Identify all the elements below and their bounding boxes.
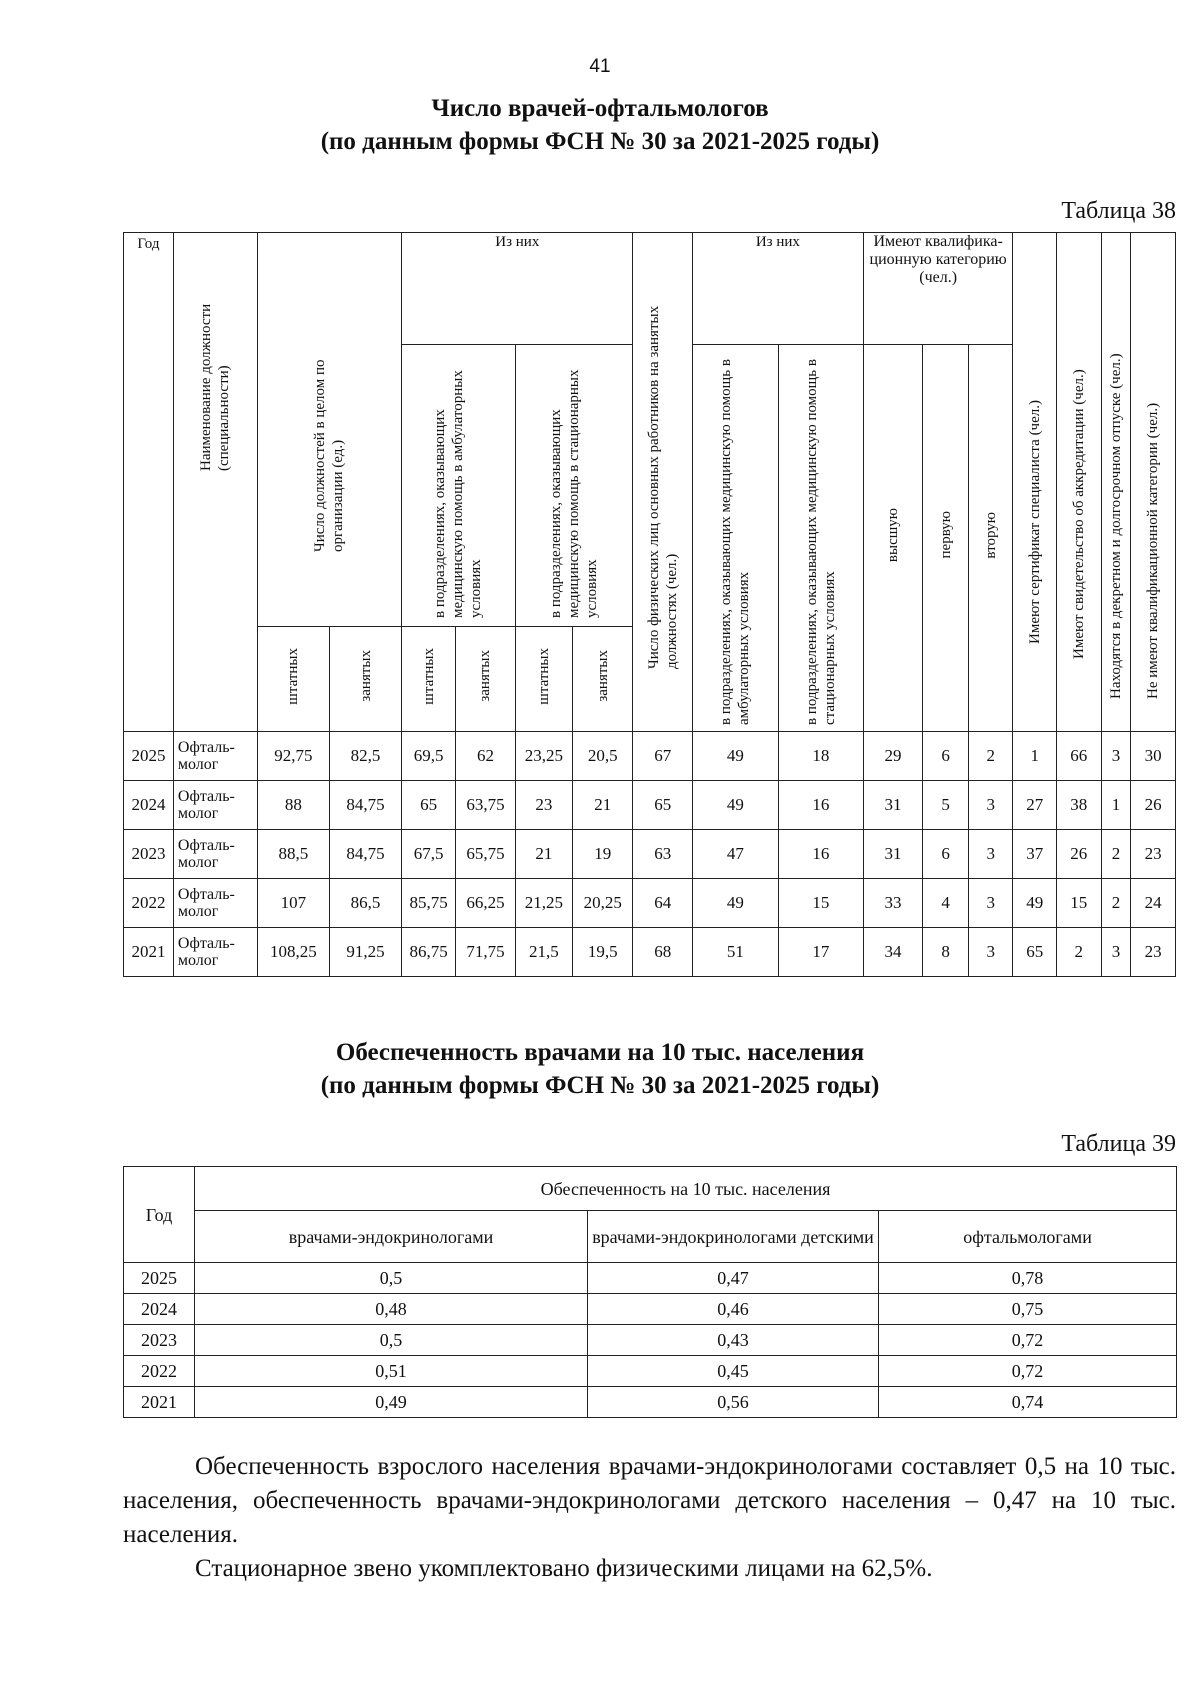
t39-header-child-endocrinologists: врачами-эндокринологами детскими xyxy=(588,1211,879,1263)
table-cell: 31 xyxy=(863,781,922,830)
table-cell: 68 xyxy=(633,928,692,977)
table-cell: 29 xyxy=(863,732,922,781)
table-cell: 65,75 xyxy=(456,830,515,879)
body-text xyxy=(123,1450,1176,1586)
header-occupied: занятых xyxy=(456,627,515,732)
table-cell: 69,5 xyxy=(402,732,456,781)
table-cell: 3 xyxy=(968,781,1013,830)
header-position-text: Наименование должности (специальности) xyxy=(198,303,233,471)
header-q-highest: высшую xyxy=(863,345,922,732)
table-cell: 30 xyxy=(1131,732,1176,781)
table39-caption: Таблица 39 xyxy=(1061,1131,1176,1157)
table-cell: 49 xyxy=(692,879,778,928)
table-cell: 85,75 xyxy=(402,879,456,928)
table-cell: 16 xyxy=(778,830,863,879)
table-cell: 47 xyxy=(692,830,778,879)
table-cell: 49 xyxy=(692,732,778,781)
table-cell: 0,47 xyxy=(588,1263,879,1294)
row-position-name: Офталь-молог xyxy=(173,732,257,781)
row-year: 2023 xyxy=(124,1325,195,1356)
table-cell: 3 xyxy=(1101,732,1131,781)
table-cell: 31 xyxy=(863,830,922,879)
table-cell: 27 xyxy=(1013,781,1057,830)
table-cell: 23 xyxy=(1131,830,1176,879)
header-occupied: занятых xyxy=(329,627,401,732)
table-cell: 92,75 xyxy=(257,732,329,781)
table-cell: 66,25 xyxy=(456,879,515,928)
table-cell: 0,74 xyxy=(879,1387,1177,1418)
t39-header-endocrinologists: врачами-эндокринологами xyxy=(195,1211,588,1263)
header-staff: штатных xyxy=(515,627,572,732)
table-cell: 33 xyxy=(863,879,922,928)
table-cell: 107 xyxy=(257,879,329,928)
table-cell: 0,5 xyxy=(195,1263,588,1294)
table-cell: 20,25 xyxy=(572,879,633,928)
header-position xyxy=(173,233,257,732)
table-cell: 0,48 xyxy=(195,1294,588,1325)
table38-title-line2: (по данным формы ФСН № 30 за 2021-2025 годы) xyxy=(320,128,880,155)
table-cell: 6 xyxy=(923,830,969,879)
header-of-them-2: Из них xyxy=(692,233,863,345)
table-cell: 3 xyxy=(968,879,1013,928)
table-cell: 49 xyxy=(692,781,778,830)
table-cell: 21,5 xyxy=(515,928,572,977)
header-certificate: Имеют сертификат специалиста (чел.) xyxy=(1013,233,1057,732)
row-year: 2022 xyxy=(124,1356,195,1387)
table-row xyxy=(124,1356,1177,1387)
page-number: 41 xyxy=(589,56,611,77)
header-positions-total: Число должностей в целом по организации (ед.) xyxy=(257,233,401,627)
table-cell: 63 xyxy=(633,830,692,879)
table-cell: 6 xyxy=(923,732,969,781)
table-cell: 24 xyxy=(1131,879,1176,928)
table-row xyxy=(124,928,1176,977)
table-cell: 23 xyxy=(515,781,572,830)
ophthalmologists-staff-table xyxy=(123,232,1176,977)
row-position-name: Офталь-молог xyxy=(173,928,257,977)
header-year: Год xyxy=(124,233,174,732)
table-row xyxy=(124,781,1176,830)
table-cell: 0,51 xyxy=(195,1356,588,1387)
table-cell: 67,5 xyxy=(402,830,456,879)
table38-title xyxy=(0,92,1200,158)
table-cell: 0,49 xyxy=(195,1387,588,1418)
header-q-first: первую xyxy=(923,345,969,732)
table-cell: 26 xyxy=(1057,830,1102,879)
table-cell: 21 xyxy=(572,781,633,830)
row-year: 2022 xyxy=(124,879,174,928)
table-cell: 67 xyxy=(633,732,692,781)
row-year: 2024 xyxy=(124,781,174,830)
table-cell: 86,5 xyxy=(329,879,401,928)
table-cell: 0,72 xyxy=(879,1325,1177,1356)
table-cell: 65 xyxy=(402,781,456,830)
table-cell: 51 xyxy=(692,928,778,977)
table-cell: 65 xyxy=(1013,928,1057,977)
table-cell: 49 xyxy=(1013,879,1057,928)
table-row xyxy=(124,1387,1177,1418)
row-year: 2024 xyxy=(124,1294,195,1325)
table-cell: 0,5 xyxy=(195,1325,588,1356)
header-no-category: Не имеют квалификационной категории (чел.) xyxy=(1131,233,1176,732)
header-maternity: Находятся в декретном и долгосрочном отпуске (чел.) xyxy=(1101,233,1131,732)
header-occupied: занятых xyxy=(572,627,633,732)
table-cell: 65 xyxy=(633,781,692,830)
header-q-second: вторую xyxy=(968,345,1013,732)
table-cell: 4 xyxy=(923,879,969,928)
header-staff: штатных xyxy=(402,627,456,732)
table39-title xyxy=(0,1036,1200,1102)
table-cell: 84,75 xyxy=(329,830,401,879)
table-cell: 3 xyxy=(968,928,1013,977)
table-cell: 108,25 xyxy=(257,928,329,977)
table-cell: 8 xyxy=(923,928,969,977)
table-cell: 37 xyxy=(1013,830,1057,879)
paragraph: Стационарное звено укомплектовано физическими лицами на 62,5%. xyxy=(195,1555,933,1582)
table38-title-line1: Число врачей-офтальмологов xyxy=(431,95,769,122)
table-cell: 88,5 xyxy=(257,830,329,879)
t39-header-ophthalmologists: офтальмологами xyxy=(879,1211,1177,1263)
table-cell: 62 xyxy=(456,732,515,781)
header-of-them-1: Из них xyxy=(402,233,633,345)
header-pp-ambulatory: в подразделениях, оказывающих медицинскую помощь в амбулаторных условиях xyxy=(692,345,778,732)
doctor-provision-table xyxy=(123,1166,1177,1418)
row-year: 2025 xyxy=(124,732,174,781)
table-cell: 16 xyxy=(778,781,863,830)
header-ambulatory: в подразделениях, оказывающих медицинскую помощь в амбулаторных условиях xyxy=(402,345,516,627)
table-row xyxy=(124,1263,1177,1294)
row-year: 2021 xyxy=(124,1387,195,1418)
table-cell: 66 xyxy=(1057,732,1102,781)
table-cell: 84,75 xyxy=(329,781,401,830)
header-staff: штатных xyxy=(257,627,329,732)
table-cell: 2 xyxy=(1101,830,1131,879)
row-year: 2021 xyxy=(124,928,174,977)
table-cell: 0,46 xyxy=(588,1294,879,1325)
table-row xyxy=(124,830,1176,879)
table-cell: 63,75 xyxy=(456,781,515,830)
row-position-name: Офталь-молог xyxy=(173,879,257,928)
table-cell: 1 xyxy=(1013,732,1057,781)
table-cell: 38 xyxy=(1057,781,1102,830)
table-cell: 2 xyxy=(1057,928,1102,977)
header-accreditation: Имеют свидетельство об аккредитации (чел.) xyxy=(1057,233,1102,732)
table38-caption: Таблица 38 xyxy=(1061,198,1176,224)
table-row xyxy=(124,732,1176,781)
table-cell: 91,25 xyxy=(329,928,401,977)
table-cell: 0,43 xyxy=(588,1325,879,1356)
table-cell: 82,5 xyxy=(329,732,401,781)
header-qualification: Имеют квалифика-ционную категорию (чел.) xyxy=(863,233,1013,345)
table-cell: 5 xyxy=(923,781,969,830)
table-row xyxy=(124,1325,1177,1356)
table-cell: 2 xyxy=(1101,879,1131,928)
table-cell: 20,5 xyxy=(572,732,633,781)
paragraph: Обеспеченность взрослого населения врачами-эндокринологами составляет 0,5 на 10 тыс. населения, обеспеченность врачами-эндокринологами детского населения – 0,47 на 10 тыс. населения. xyxy=(123,1453,1176,1548)
table-cell: 0,45 xyxy=(588,1356,879,1387)
t39-header-year: Год xyxy=(124,1167,195,1263)
table39-title-line2: (по данным формы ФСН № 30 за 2021-2025 годы) xyxy=(320,1072,880,1099)
table-cell: 26 xyxy=(1131,781,1176,830)
table-cell: 19,5 xyxy=(572,928,633,977)
table-cell: 17 xyxy=(778,928,863,977)
row-year: 2023 xyxy=(124,830,174,879)
table-cell: 18 xyxy=(778,732,863,781)
table-cell: 0,75 xyxy=(879,1294,1177,1325)
table-row xyxy=(124,1294,1177,1325)
table-cell: 86,75 xyxy=(402,928,456,977)
t39-header-group: Обеспеченность на 10 тыс. населения xyxy=(195,1167,1177,1211)
row-position-name: Офталь-молог xyxy=(173,781,257,830)
table-cell: 21 xyxy=(515,830,572,879)
table-cell: 0,78 xyxy=(879,1263,1177,1294)
table-cell: 0,56 xyxy=(588,1387,879,1418)
table-cell: 88 xyxy=(257,781,329,830)
table-cell: 15 xyxy=(778,879,863,928)
row-year: 2025 xyxy=(124,1263,195,1294)
header-stationary: в подразделениях, оказывающих медицинскую помощь в стационарных условиях xyxy=(515,345,633,627)
table-cell: 0,72 xyxy=(879,1356,1177,1387)
table-cell: 15 xyxy=(1057,879,1102,928)
header-physical-persons: Число физических лиц основных работников на занятых должностях (чел.) xyxy=(633,233,692,732)
header-pp-stationary: в подразделениях, оказывающих медицинскую помощь в стационарных условиях xyxy=(778,345,863,732)
table39-title-line1: Обеспеченность врачами на 10 тыс. населения xyxy=(335,1039,865,1066)
table-cell: 23 xyxy=(1131,928,1176,977)
table-cell: 23,25 xyxy=(515,732,572,781)
table-cell: 1 xyxy=(1101,781,1131,830)
row-position-name: Офталь-молог xyxy=(173,830,257,879)
table-cell: 64 xyxy=(633,879,692,928)
table-cell: 2 xyxy=(968,732,1013,781)
table-cell: 21,25 xyxy=(515,879,572,928)
table-cell: 3 xyxy=(968,830,1013,879)
table-cell: 71,75 xyxy=(456,928,515,977)
table-cell: 3 xyxy=(1101,928,1131,977)
table-row xyxy=(124,879,1176,928)
table-cell: 34 xyxy=(863,928,922,977)
table-cell: 19 xyxy=(572,830,633,879)
